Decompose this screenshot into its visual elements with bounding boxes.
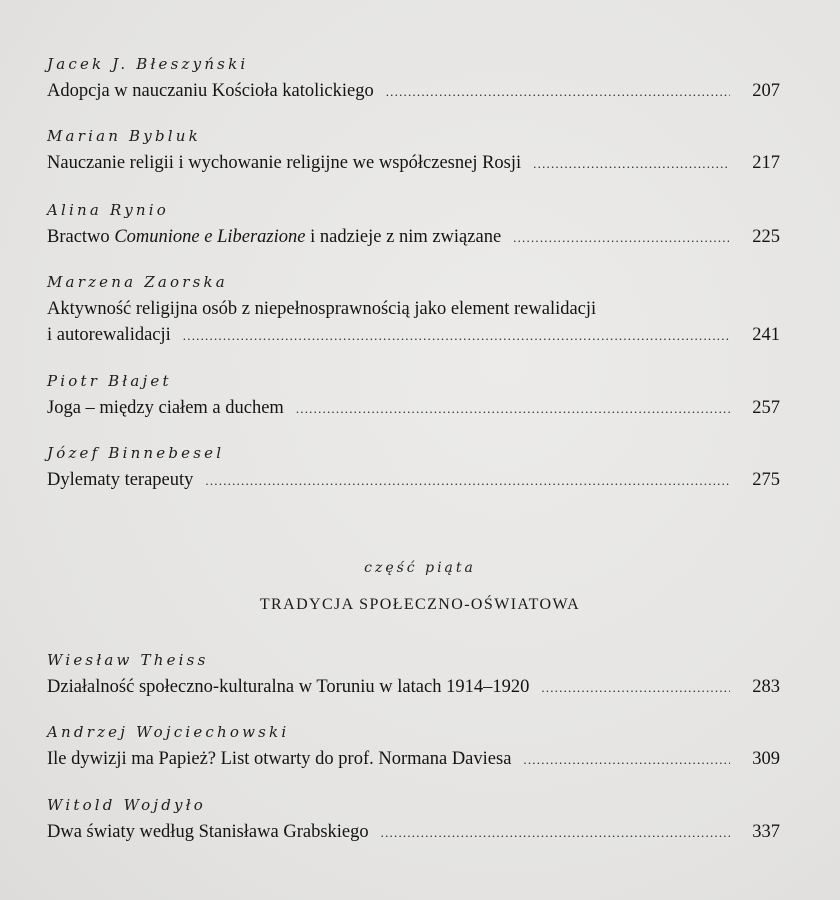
toc-entry (47, 722, 780, 772)
entry-author: Piotr Błajet (47, 372, 172, 390)
entry-title-line (47, 224, 780, 250)
entry-page-number: 309 (752, 749, 780, 769)
entry-author: Marian Bybluk (47, 127, 201, 145)
entry-title-line (47, 78, 780, 104)
entry-page-number: 225 (752, 227, 780, 247)
toc-entry (47, 795, 780, 845)
toc-entry (47, 272, 780, 348)
entry-title: i autorewalidacji (47, 325, 171, 345)
entry-title-part: Bractwo (47, 227, 115, 247)
entry-author: Witold Wojdyło (47, 796, 207, 814)
entry-title-line (47, 150, 780, 176)
entry-title-line (47, 746, 780, 772)
entry-title-line (47, 819, 780, 845)
entry-page-number: 207 (752, 81, 780, 101)
entry-page-number: 275 (752, 470, 780, 490)
entry-page-number: 283 (752, 677, 780, 697)
toc-entry (47, 54, 780, 104)
entry-page-number: 257 (752, 398, 780, 418)
entry-title: Ile dywizji ma Papież? List otwarty do prof. Normana Daviesa (47, 749, 512, 769)
toc-entry (47, 371, 780, 421)
entry-author: Wiesław Theiss (47, 651, 209, 669)
entry-title: Joga – między ciałem a duchem (47, 398, 284, 418)
entry-title-line (47, 322, 780, 348)
toc-entry (47, 443, 780, 493)
entry-title: Działalność społeczno-kulturalna w Toruniu w latach 1914–1920 (47, 677, 530, 697)
entry-title: Nauczanie religii i wychowanie religijne we współczesnej Rosji (47, 153, 522, 173)
entry-author: Andrzej Wojciechowski (47, 723, 290, 741)
toc-entry (47, 200, 780, 250)
entry-title-line (47, 467, 780, 493)
leader-dots (533, 151, 730, 177)
entry-title-part: i nadzieje z nim związane (305, 227, 502, 247)
toc-entry (47, 126, 780, 176)
entry-page-number: 241 (752, 325, 780, 345)
entry-author: Jacek J. Błeszyński (47, 55, 249, 73)
leader-dots (381, 820, 730, 846)
leader-dots (513, 225, 730, 251)
entry-author: Alina Rynio (47, 201, 169, 219)
part-label: część piąta (364, 560, 476, 576)
leader-dots (205, 468, 730, 494)
entry-title-italic: Comunione e Liberazione (114, 227, 306, 247)
leader-dots (386, 79, 730, 105)
entry-title: Adopcja w nauczaniu Kościoła katolickiego (47, 81, 374, 101)
leader-dots (541, 675, 730, 701)
toc-entry (47, 650, 780, 700)
entry-title-line (47, 395, 780, 421)
entry-title: Dylematy terapeuty (47, 470, 194, 490)
entry-author: Marzena Zaorska (47, 273, 228, 291)
leader-dots (183, 323, 730, 349)
entry-page-number: 337 (752, 822, 780, 842)
leader-dots (296, 396, 730, 422)
leader-dots (523, 747, 730, 773)
entry-title: Dwa światy według Stanisława Grabskiego (47, 822, 369, 842)
entry-author: Józef Binnebesel (47, 444, 225, 462)
entry-title-line (47, 674, 780, 700)
entry-page-number: 217 (752, 153, 780, 173)
entry-title-line1: Aktywność religijna osób z niepełnosprawnością jako element rewalidacji (47, 299, 597, 319)
entry-title (47, 224, 501, 250)
part-title: TRADYCJA SPOŁECZNO-OŚWIATOWA (259, 596, 581, 613)
